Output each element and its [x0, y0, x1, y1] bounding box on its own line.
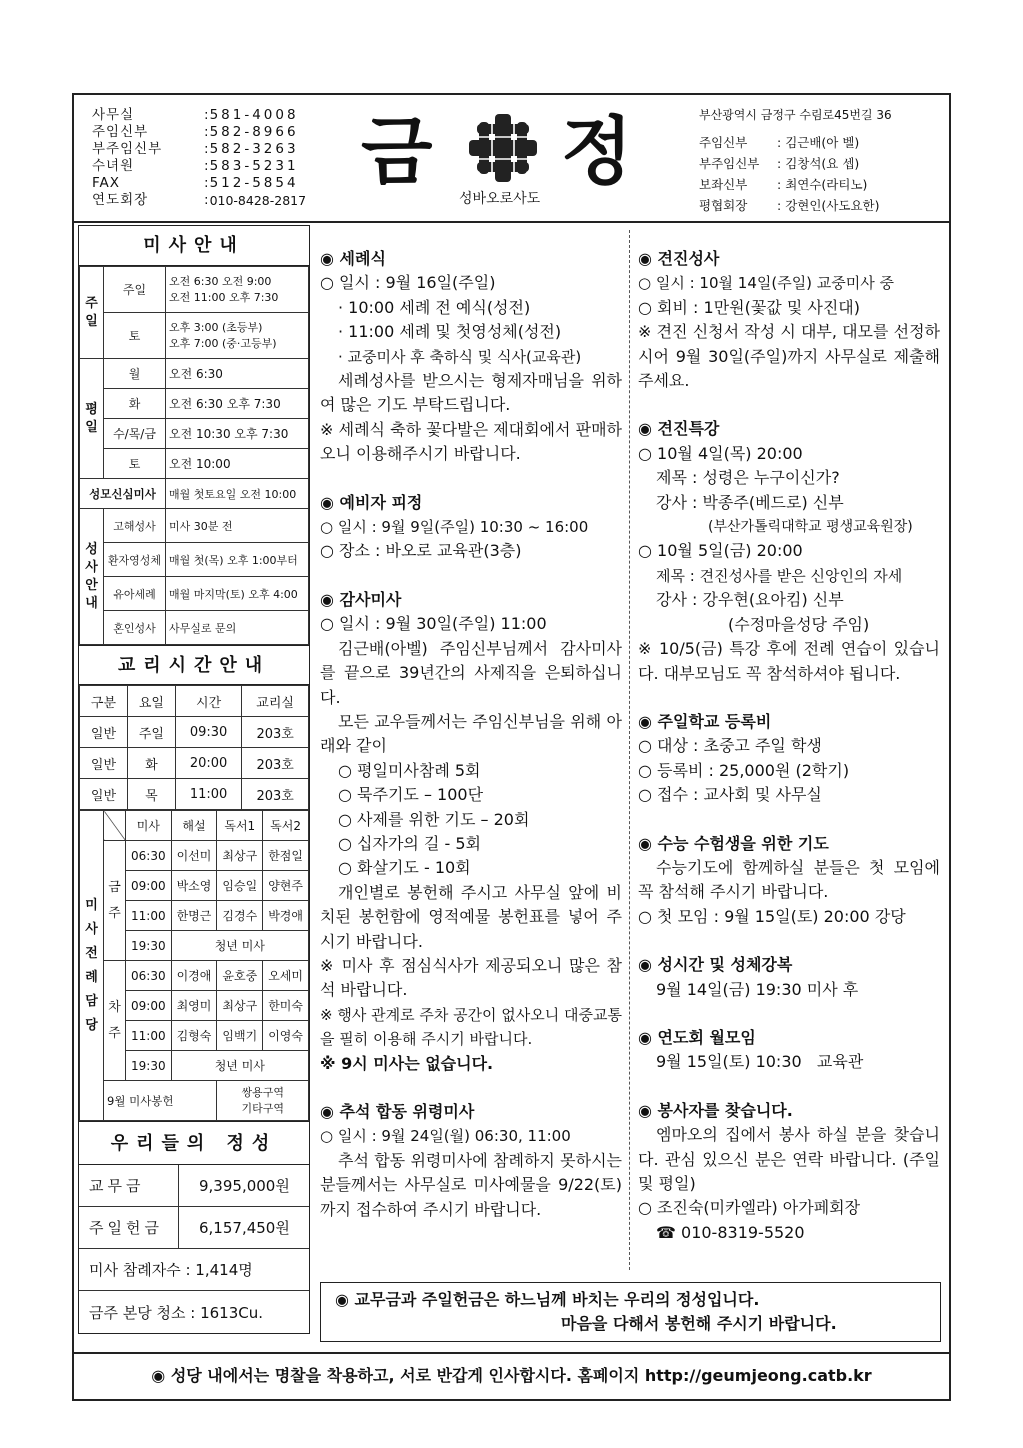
footer-banner: ◉ 성당 내에서는 명찰을 착용하고, 서로 반갑게 인사합시다. 홈페이지 http://geumjeong.catb.kr: [72, 1352, 951, 1401]
duty-header: 독서1: [217, 811, 263, 841]
mass-times: 오전 6:30 오후 7:30: [166, 389, 309, 419]
notice-line: 강사 : 박종주(베드로) 신부: [656, 492, 844, 512]
duty-cell: 이선미: [171, 841, 217, 871]
table-row: [80, 717, 309, 748]
catechism-cell: 화: [127, 748, 175, 779]
prayer-item: ○ 십자가의 길 - 5회: [338, 833, 481, 853]
notice-line: (부산가톨릭대학교 평생교육원장): [708, 519, 913, 536]
holy-hour-heading: ◉ 성시간 및 성체강복: [638, 955, 793, 975]
notice-line: ○ 대상 : 초중고 주일 학생: [638, 736, 822, 756]
duty-cell: 김형숙: [171, 1021, 217, 1051]
contact-label: 부주임신부: [92, 141, 163, 157]
notice-paragraph: 엠마오의 집에서 봉사 하실 분을 찾습니다. 관심 있으신 분은 연락 바랍니다. (주일 및 평일): [638, 1125, 940, 1193]
contact-value: 512-5854: [209, 175, 299, 191]
yeondo-heading: ◉ 연도회 월모임: [638, 1027, 756, 1047]
notice-line: ○ 일시 : 9월 9일(주일) 10:30 ~ 16:00: [320, 518, 589, 537]
header-divider: [72, 221, 951, 223]
mass-time-line: 오전 6:30 오전 9:00: [169, 274, 272, 288]
clergy-name: 강현인(사도요한): [785, 198, 880, 213]
duty-cell: 최상구: [217, 991, 263, 1021]
retreat-heading: ◉ 예비자 피정: [320, 492, 423, 512]
parish-patron: 성바오로사도: [459, 191, 541, 207]
contact-value: 582-3263: [209, 141, 299, 157]
mass-times: 오전 10:00: [166, 449, 309, 479]
duty-cell: 한명근: [171, 901, 217, 931]
duty-cell: 11:00: [126, 1021, 172, 1051]
catechism-cell: 09:30: [175, 717, 241, 748]
catechism-cell: 목: [127, 779, 175, 810]
clergy-role: 평협회장: [699, 198, 748, 213]
sunday-school-heading: ◉ 주일학교 등록비: [638, 711, 772, 731]
sacrament-label: 성사안내: [80, 509, 104, 645]
contact-list: [92, 107, 306, 209]
duty-cell: 이경애: [171, 961, 217, 991]
offering-label: 교무금: [79, 1165, 179, 1206]
prayer-item: ○ 평일미사참례 5회: [338, 760, 481, 780]
liturgy-duty-label: 미사전례담당: [80, 811, 104, 1121]
catechism-header: 시간: [175, 686, 241, 717]
title-right-char: 정: [561, 109, 633, 195]
offering-amount: 6,157,450원: [199, 1219, 290, 1237]
duty-cell: 최영미: [171, 991, 217, 1021]
thanks-mass-heading: ◉ 감사미사: [320, 589, 402, 609]
contact-label: FAX: [92, 175, 121, 191]
catechism-cell: 11:00: [175, 779, 241, 810]
weekday-label: 평일: [80, 359, 104, 479]
notice-line: ○ 회비 : 1만원(꽃값 및 사진대): [638, 297, 861, 317]
contact-value: 582-8966: [209, 124, 299, 140]
mass-times: 오전 10:30 오후 7:30: [166, 419, 309, 449]
duty-cell: 양현주: [263, 871, 309, 901]
contact-label: 주임신부: [92, 124, 149, 140]
mass-time-line: 오전 11:00 오후 7:30: [169, 290, 279, 304]
sacrament-name: 유아세례: [104, 577, 166, 611]
sacrament-info: 매월 마지막(토) 오후 4:00: [166, 577, 309, 611]
notice-line: ○ 10월 4일(목) 20:00: [638, 443, 803, 463]
diagonal-header-cell: [104, 811, 126, 841]
duty-cell: 06:30: [126, 841, 172, 871]
prayer-item: ○ 묵주기도 – 100단: [338, 785, 484, 805]
offering-label: 주일헌금: [79, 1207, 179, 1248]
clergy-row: 주임신부 : 김근배(아 벨): [699, 132, 892, 153]
notice-paragraph: ※ 미사 후 점심식사가 제공되오니 많은 참석 바랍니다.: [320, 955, 622, 1000]
duty-cell: 오세미: [263, 961, 309, 991]
memorial-mass-heading: ◉ 추석 합동 위령미사: [320, 1102, 475, 1121]
offering-message-box: [320, 1282, 941, 1342]
duty-cell: 19:30: [126, 931, 172, 961]
notice-line: ○ 조진숙(미카엘라) 아가페회장: [638, 1198, 861, 1218]
notice-column-right: [638, 247, 940, 1245]
mass-offering-label: 9월 미사봉헌: [104, 1081, 217, 1121]
notice-line: 강사 : 강우현(요아킴) 신부: [656, 590, 844, 610]
offering-amount: 9,395,000원: [199, 1177, 290, 1195]
catechism-cell: 일반: [80, 779, 128, 810]
notice-paragraph: ※ 9시 미사는 없습니다.: [320, 1053, 494, 1073]
contact-label: 연도회장: [92, 192, 149, 208]
duty-cell: 청년 미사: [171, 931, 308, 961]
table-row: [80, 779, 309, 810]
contact-row: 사무실 : 581-4008: [92, 107, 299, 123]
catechism-header: 요일: [127, 686, 175, 717]
catechism-cell: 일반: [80, 748, 128, 779]
mass-times: 오전 6:30: [166, 359, 309, 389]
contact-row: 주임신부 : 582-8966: [92, 124, 299, 140]
mass-day: 수/목/금: [104, 419, 166, 449]
mass-offering-districts: [217, 1081, 309, 1121]
catechism-title: 교리시간안내: [79, 645, 309, 685]
notice-paragraph: 세례성사를 받으시는 형제자매님을 위하여 많은 기도 부탁드립니다.: [320, 371, 622, 415]
marian-mass-time: 매월 첫토요일 오전 10:00: [166, 479, 309, 509]
contact-label: 수녀원: [92, 158, 135, 174]
prayer-item: ○ 화살기도 - 10회: [338, 858, 471, 878]
prayer-item: ○ 사제를 위한 기도 – 20회: [338, 809, 530, 829]
church-address: 부산광역시 금정구 수림로45번길 36: [699, 108, 892, 122]
notice-paragraph: ※ 견진 신청서 작성 시 대부, 대모를 선정하시어 9월 30일(주일)까지 사무실로 제출해 주세요.: [638, 322, 940, 391]
attendance-count: 미사 참례자수 : 1,414명: [79, 1249, 309, 1291]
duty-cell: 청년 미사: [171, 1051, 308, 1081]
mass-schedule-table: [79, 266, 309, 645]
notice-line: ○ 첫 모임 : 9월 15일(토) 20:00 강당: [638, 906, 906, 926]
notice-line: ○ 일시 : 9월 16일(주일): [320, 273, 496, 293]
mass-day: 주일: [104, 267, 166, 313]
notice-paragraph: ※ 세례식 축하 꽃다발은 제대회에서 판매하오니 이용해주시기 바랍니다.: [320, 419, 622, 464]
cross-logo-icon: [467, 112, 539, 184]
clergy-name: 김근배(아 벨): [785, 135, 860, 150]
contact-value: 010-8428-2817: [209, 193, 307, 208]
left-sidebar: [78, 225, 310, 1334]
notice-line: (수정마을성당 주임): [728, 614, 870, 634]
contact-row: 연도회장 : 010-8428-2817: [92, 192, 307, 208]
mass-times: [166, 313, 309, 359]
offering-table: [79, 1165, 309, 1333]
catechism-header: 구분: [80, 686, 128, 717]
duty-header: 해설: [171, 811, 217, 841]
notice-line: ○ 접수 : 교사회 및 사무실: [638, 785, 822, 805]
notice-paragraph: 모든 교우들께서는 주임신부님을 위해 아래와 같이: [320, 711, 622, 756]
catechism-cell: 203호: [242, 748, 309, 779]
notice-line: ○ 일시 : 9월 30일(주일) 11:00: [320, 614, 547, 634]
notice-line: 9월 14일(금) 19:30 미사 후: [656, 979, 859, 999]
notice-line: 제목 : 견진성사를 받은 신앙인의 자세: [656, 566, 903, 585]
mass-time-line: 오후 7:00 (중·고등부): [169, 336, 277, 350]
clergy-role: 부주임신부: [699, 156, 760, 171]
duty-cell: 09:00: [126, 871, 172, 901]
notice-line: · 10:00 세례 전 예식(성전): [338, 297, 531, 317]
notice-line: ○ 일시 : 9월 24일(월) 06:30, 11:00: [320, 1127, 571, 1146]
duty-cell: 임승일: [217, 871, 263, 901]
clergy-row: 평협회장 : 강현인(사도요한): [699, 195, 892, 216]
duty-header: 미사: [126, 811, 172, 841]
clergy-role: 주임신부: [699, 135, 748, 150]
sacrament-name: 혼인성사: [104, 611, 166, 645]
notice-paragraph: ※ 10/5(금) 특강 후에 전례 연습이 있습니다. 대부모님도 꼭 참석하셔야 됩니다.: [638, 639, 940, 683]
district-line: 쌍용구역: [241, 1085, 284, 1099]
liturgy-duty-table: [79, 810, 309, 1121]
duty-cell: 한점일: [263, 841, 309, 871]
offering-title: 우리들의 정성: [79, 1121, 309, 1165]
notice-paragraph: ※ 행사 관계로 주차 공간이 없사오니 대중교통을 필히 이용해 주시기 바랍니다.: [320, 1005, 622, 1049]
duty-cell: 11:00: [126, 901, 172, 931]
notice-paragraph: 추석 합동 위령미사에 참례하지 못하시는 분들께서는 사무실로 미사예물을 9/22(토)까지 접수하여 주시기 바랍니다.: [320, 1150, 622, 1219]
confirmation-heading: ◉ 견진성사: [638, 249, 720, 268]
duty-cell: 09:00: [126, 991, 172, 1021]
duty-cell: 박경애: [263, 901, 309, 931]
offering-row: [79, 1165, 309, 1207]
district-line: 기타구역: [241, 1101, 284, 1115]
notice-line: 9월 15일(토) 10:30 교육관: [656, 1052, 864, 1072]
sacrament-info: 사무실로 문의: [166, 611, 309, 645]
notice-paragraph: 김근배(아벨) 주임신부님께서 감사미사를 끝으로 39년간의 사제직을 은퇴하십니다.: [320, 638, 622, 707]
duty-header: 독서2: [263, 811, 309, 841]
notice-line: 제목 : 성령은 누구이신가?: [656, 468, 840, 488]
mass-times: [166, 267, 309, 313]
contact-value: 583-5231: [209, 158, 299, 174]
contact-value: 581-4008: [209, 107, 299, 123]
clergy-role: 보좌신부: [699, 177, 748, 192]
this-week-label: 금주: [104, 841, 126, 961]
duty-cell: 19:30: [126, 1051, 172, 1081]
notice-line: ○ 일시 : 10월 14일(주일) 교중미사 중: [638, 274, 895, 293]
offering-row: [79, 1207, 309, 1249]
notice-paragraph: 개인별로 봉헌해 주시고 사무실 앞에 비치된 봉헌함에 영적예물 봉헌표를 넣어 주시기 바랍니다.: [320, 882, 622, 951]
catechism-cell: 주일: [127, 717, 175, 748]
mass-day: 토: [104, 313, 166, 359]
duty-cell: 윤호중: [217, 961, 263, 991]
contact-row: 수녀원 : 583-5231: [92, 158, 299, 174]
clergy-row: 부주임신부 : 김창석(요 셉): [699, 153, 892, 174]
catechism-cell: 일반: [80, 717, 128, 748]
title-left-char: 금: [361, 109, 433, 195]
contact-row: FAX : 512-5854: [92, 175, 299, 191]
notice-line: ○ 등록비 : 25,000원 (2학기): [638, 760, 850, 780]
duty-cell: 임백기: [217, 1021, 263, 1051]
notice-line: ○ 10월 5일(금) 20:00: [638, 541, 803, 561]
clergy-row: 보좌신부 : 최연수(라티노): [699, 174, 892, 195]
bulletin-title: [355, 108, 645, 208]
sacrament-name: 환자영성체: [104, 543, 166, 577]
next-week-label: 차주: [104, 961, 126, 1081]
catechism-cell: 203호: [242, 779, 309, 810]
notice-paragraph: 수능기도에 함께하실 분들은 첫 모임에 꼭 참석해 주시기 바랍니다.: [638, 857, 940, 902]
column-divider: [629, 230, 630, 1270]
mass-time-line: 오후 3:00 (초등부): [169, 320, 263, 334]
baptism-heading: ◉ 세례식: [320, 249, 386, 268]
clergy-name: 최연수(라티노): [785, 177, 868, 192]
exam-prayer-heading: ◉ 수능 수험생을 위한 기도: [638, 833, 829, 853]
clergy-name: 김창석(요 셉): [785, 156, 860, 171]
duty-cell: 06:30: [126, 961, 172, 991]
mass-day: 월: [104, 359, 166, 389]
cleaning-duty: 금주 본당 청소 : 1613Cu.: [89, 1303, 263, 1322]
notice-line: ○ 장소 : 바오로 교육관(3층): [320, 541, 522, 561]
mass-schedule-title: 미사안내: [79, 226, 309, 266]
volunteer-heading: ◉ 봉사자를 찾습니다.: [638, 1100, 793, 1120]
notice-line: · 11:00 세례 및 첫영성체(성전): [338, 322, 562, 342]
catechism-cell: 203호: [242, 717, 309, 748]
duty-cell: 박소영: [171, 871, 217, 901]
marian-mass-label: 성모신심미사: [80, 479, 166, 509]
sacrament-name: 고해성사: [104, 509, 166, 543]
table-row: [80, 748, 309, 779]
duty-cell: 한미숙: [263, 991, 309, 1021]
catechism-header: 교리실: [242, 686, 309, 717]
mass-day: 화: [104, 389, 166, 419]
phone-number: ☎ 010-8319-5520: [656, 1222, 805, 1242]
contact-row: 부주임신부 : 582-3263: [92, 141, 299, 157]
sacrament-info: 매월 첫(목) 오후 1:00부터: [166, 543, 309, 577]
sunday-label: 주일: [80, 267, 104, 359]
notice-column-middle: [320, 247, 622, 1222]
sacrament-info: 미사 30분 전: [166, 509, 309, 543]
mass-day: 토: [104, 449, 166, 479]
contact-label: 사무실: [92, 107, 135, 123]
catechism-table: [79, 685, 309, 810]
catechism-cell: 20:00: [175, 748, 241, 779]
lecture-heading: ◉ 견진특강: [638, 419, 720, 439]
duty-cell: 최상구: [217, 841, 263, 871]
duty-cell: 이영숙: [263, 1021, 309, 1051]
duty-cell: 김경수: [217, 901, 263, 931]
clergy-list: [699, 105, 892, 216]
notice-line: · 교중미사 후 축하식 및 식사(교육관): [338, 347, 582, 366]
box-line: 마음을 다해서 봉헌해 주시기 바랍니다.: [561, 1314, 837, 1333]
box-line: ◉ 교무금과 주일헌금은 하느님께 바치는 우리의 정성입니다.: [335, 1290, 760, 1309]
